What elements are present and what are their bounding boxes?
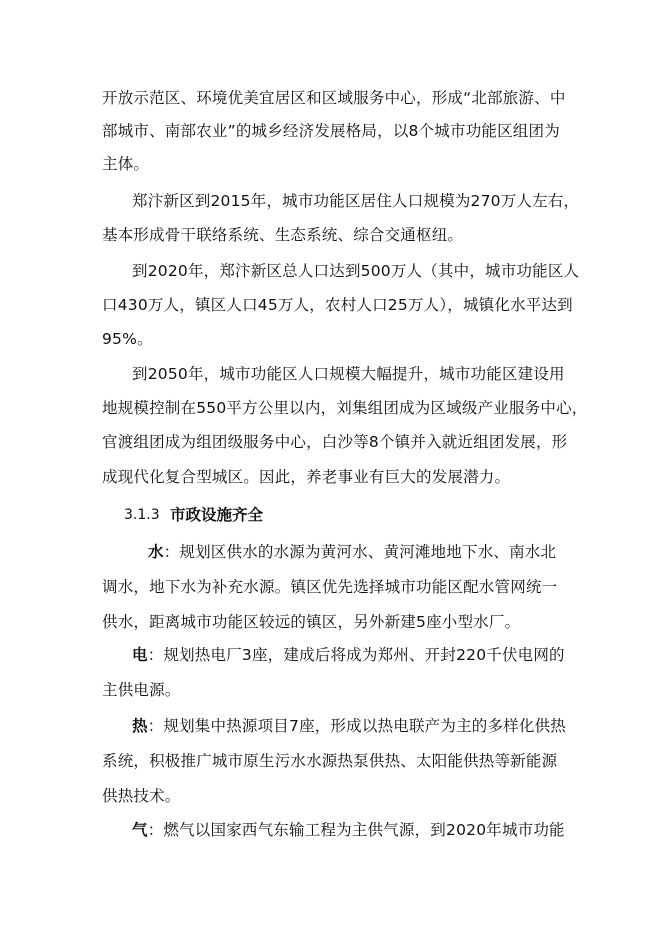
gas-line-1 bbox=[132, 820, 565, 840]
section-title: 市政设施齐全 bbox=[170, 506, 264, 524]
paragraph-2-line-2: 基本形成骨干联络系统、生态系统、综合交通枢纽。 bbox=[102, 226, 464, 244]
heat-line-3: 供热技术。 bbox=[102, 787, 181, 805]
paragraph-4-line-1: 到2050年，城市功能区人口规模大幅提升，城市功能区建设用 bbox=[132, 365, 565, 383]
gas-text-1: ：燃气以国家西气东输工程为主供气源，到2020年城市功能 bbox=[147, 821, 565, 839]
paragraph-4-line-3: 官渡组团成为组团级服务中心，白沙等8个镇并入就近组团发展，形 bbox=[102, 433, 568, 451]
electric-label: 电 bbox=[132, 646, 148, 664]
water-line-2: 调水，地下水为补充水源。镇区优先选择城市功能区配水管网统一 bbox=[102, 578, 558, 596]
electric-text-1: ：规划热电厂3座，建成后将成为郑州、开封220千伏电网的 bbox=[147, 646, 565, 664]
heat-text-1: ：规划集中热源项目7座，形成以热电联产为主的多样化供热 bbox=[147, 717, 566, 735]
electric-line-1 bbox=[132, 645, 565, 665]
paragraph-2-line-1: 郑汴新区到2015年，城市功能区居住人口规模为270万人左右， bbox=[132, 192, 580, 210]
water-line-1 bbox=[148, 542, 556, 562]
paragraph-3-line-3: 95%。 bbox=[102, 330, 153, 348]
heat-label: 热 bbox=[132, 717, 148, 735]
water-label: 水 bbox=[148, 543, 164, 561]
paragraph-1-line-3: 主体。 bbox=[102, 155, 150, 173]
electric-line-2: 主供电源。 bbox=[102, 681, 181, 699]
paragraph-4-line-4: 成现代化复合型城区。因此，养老事业有巨大的发展潜力。 bbox=[102, 468, 511, 486]
paragraph-1-line-2: 部城市、南部农业”的城乡经济发展格局，以8个城市功能区组团为 bbox=[102, 122, 560, 140]
paragraph-1-line-1: 开放示范区、环境优美宜居区和区域服务中心，形成“北部旅游、中 bbox=[102, 89, 566, 107]
water-line-3: 供水，距离城市功能区较远的镇区，另外新建5座小型水厂。 bbox=[102, 613, 521, 631]
heat-line-1 bbox=[132, 716, 566, 736]
section-number: 3.1.3 bbox=[124, 507, 160, 523]
paragraph-4-line-2: 地规模控制在550平方公里以内，刘集组团成为区域级产业服务中心， bbox=[102, 399, 588, 417]
heat-line-2: 系统，积极推广城市原生污水水源热泵供热、太阳能供热等新能源 bbox=[102, 752, 558, 770]
water-text-1: ：规划区供水的水源为黄河水、黄河滩地地下水、南水北 bbox=[163, 543, 557, 561]
paragraph-3-line-2: 口430万人，镇区人口45万人，农村人口25万人），城镇化水平达到 bbox=[102, 296, 573, 314]
paragraph-3-line-1: 到2020年，郑汴新区总人口达到500万人（其中，城市功能区人 bbox=[132, 262, 580, 280]
gas-label: 气 bbox=[132, 821, 148, 839]
